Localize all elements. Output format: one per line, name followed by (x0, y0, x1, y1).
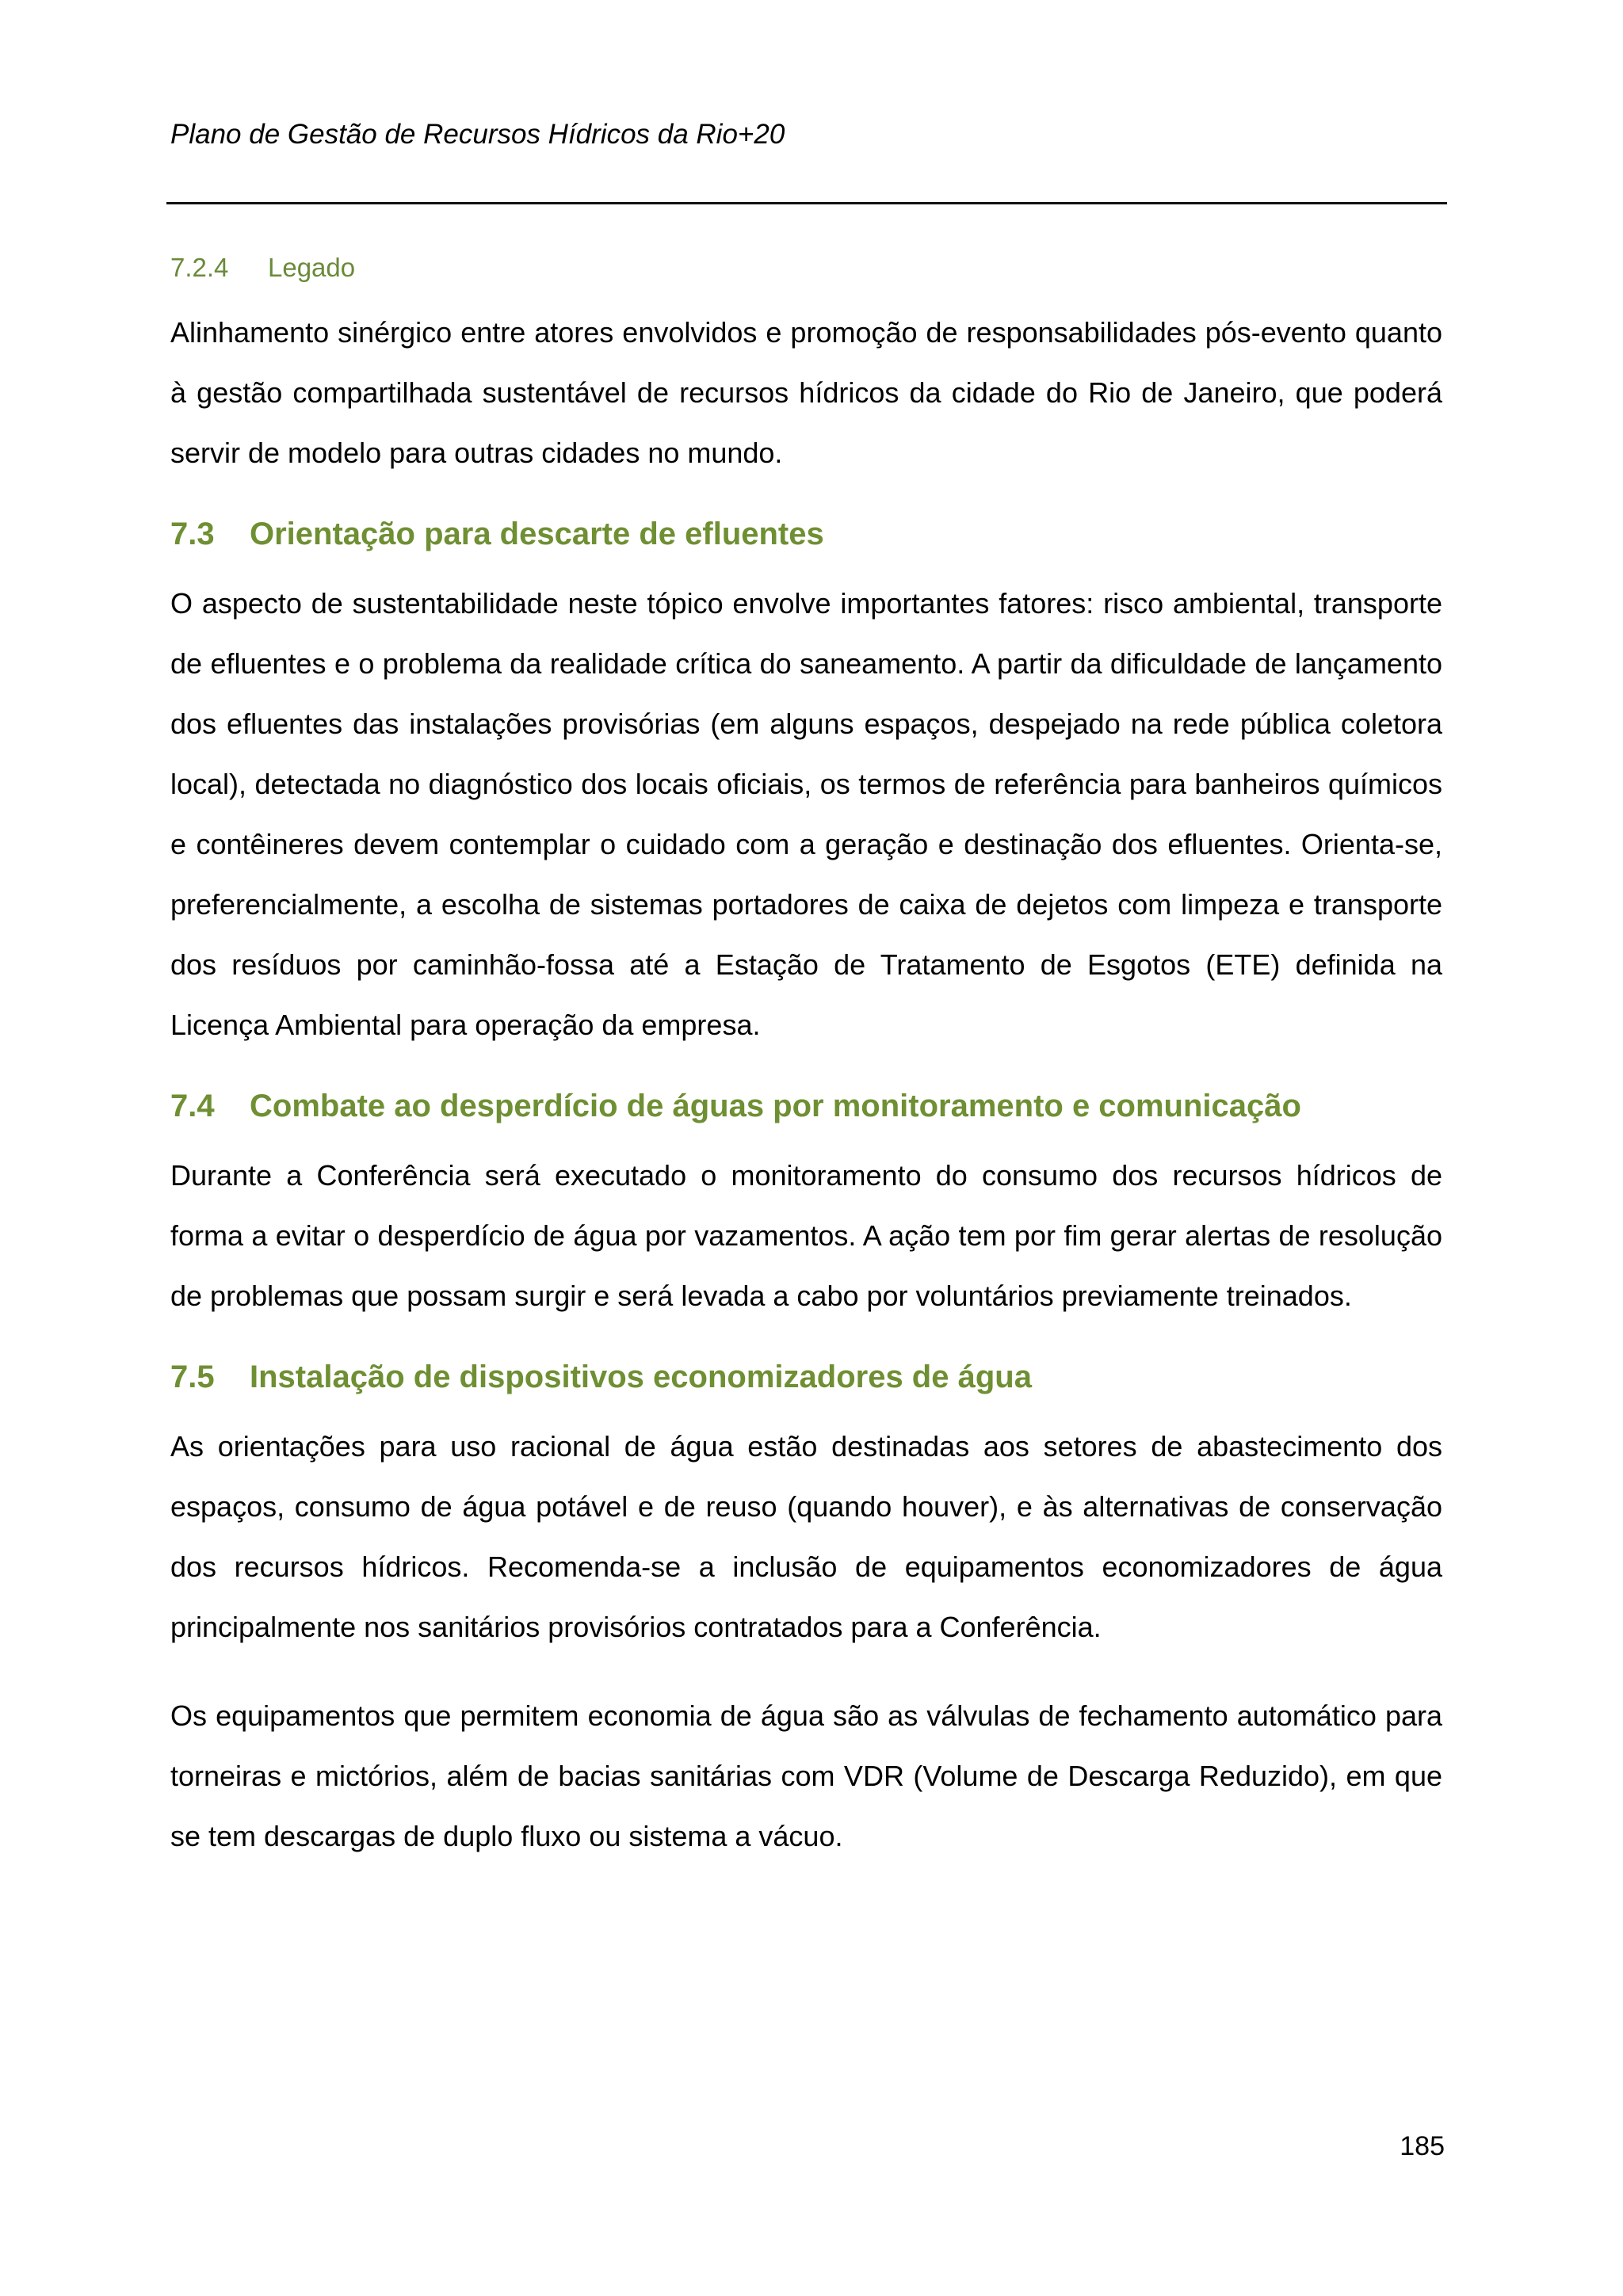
paragraph-dispositivos-2: Os equipamentos que permitem economia de água são as válvulas de fechamento automático para torneiras e mictórios, além de bacias sanitárias com VDR (Volume de Descarga Reduzido), em que se tem descargas de duplo fluxo ou sistema a vácuo. (170, 1699, 1442, 1852)
page-content (170, 247, 1442, 1867)
section-title: Combate ao desperdício de águas por monitoramento e comunicação (250, 1089, 1301, 1123)
section-title: Orientação para descarte de efluentes (250, 517, 824, 551)
section-number: 7.3 (170, 517, 215, 551)
running-header: Plano de Gestão de Recursos Hídricos da Rio+20 (170, 119, 785, 150)
paragraph-combate-desperdicio: Durante a Conferência será executado o monitoramento do consumo dos recursos hídricos de forma a evitar o desperdício de água por vazamentos. A ação tem por fim gerar alertas de resolução de problemas que possam surgir e será levada a cabo por voluntários previamente treinados. (170, 1159, 1442, 1312)
subsection-number: 7.2.4 (170, 253, 229, 282)
section-number: 7.5 (170, 1360, 215, 1394)
section-number: 7.4 (170, 1089, 215, 1123)
section-heading-dispositivos-economizadores (170, 1355, 1442, 1399)
paragraph-legado: Alinhamento sinérgico entre atores envolvidos e promoção de responsabilidades pós-evento quanto à gestão compartilhada sustentável de recursos hídricos da cidade do Rio de Janeiro, que poderá servir de modelo para outras cidades no mundo. (170, 316, 1442, 469)
subsection-heading-legado (170, 247, 1442, 288)
header-divider (166, 202, 1447, 204)
section-heading-combate-desperdicio (170, 1084, 1442, 1128)
paragraph-dispositivos-1: As orientações para uso racional de água estão destinadas aos setores de abastecimento dos espaços, consumo de água potável e de reuso (quando houver), e às alternativas de conservação dos recursos hídricos. Recomenda-se a inclusão de equipamentos economizadores de água principalmente nos sanitários provisórios contratados para a Conferência. (170, 1430, 1442, 1643)
subsection-title: Legado (268, 253, 356, 282)
section-heading-descarte-efluentes (170, 512, 1442, 556)
section-title: Instalação de dispositivos economizadores de água (250, 1360, 1032, 1394)
page-number: 185 (1400, 2131, 1445, 2161)
paragraph-descarte-efluentes: O aspecto de sustentabilidade neste tópico envolve importantes fatores: risco ambiental, transporte de efluentes e o problema da realidade crítica do saneamento. A partir da dificuldade de lançamento dos efluentes das instalações provisórias (em alguns espaços, despejado na rede pública coletora local), detectada no diagnóstico dos locais oficiais, os termos de referência para banheiros químicos e contêineres devem contemplar o cuidado com a geração e destinação dos efluentes. Orienta-se, preferencialmente, a escolha de sistemas portadores de caixa de dejetos com limpeza e transporte dos resíduos por caminhão-fossa até a Estação de Tratamento de Esgotos (ETE) definida na Licença Ambiental para operação da empresa. (170, 587, 1442, 1041)
